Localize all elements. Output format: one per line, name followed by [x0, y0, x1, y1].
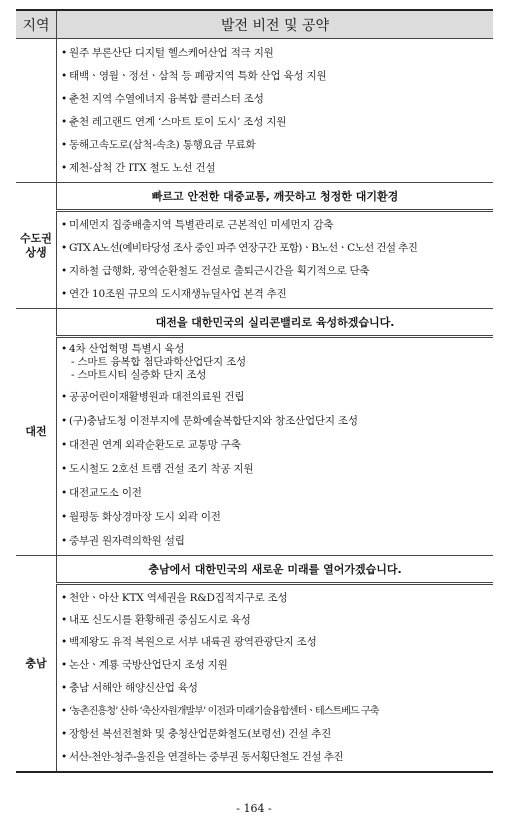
list-item: • 서산-천안-청주-울진을 연결하는 중부권 동서횡단철도 건설 추진 — [61, 746, 493, 769]
bullet-icon: • — [61, 391, 67, 403]
list-item: • 중부권 원자력의학원 설립 — [61, 529, 493, 553]
section-row — [16, 183, 493, 211]
list-item: • 미세먼지 집중배출지역 특별관리로 근본적인 미세먼지 감축 — [61, 214, 493, 237]
section-slogan: 빠르고 안전한 대중교통, 깨끗하고 청정한 대기환경 — [57, 183, 494, 211]
section-items-row — [16, 211, 493, 309]
sub-item: - 스마트 융복합 첨단과학산업단지 조성 — [71, 356, 246, 368]
region-cell: 수도권 상생 — [16, 183, 57, 309]
bullet-icon: • — [61, 614, 67, 626]
bullet-icon: • — [61, 93, 67, 105]
list-item: • 원주 부론산단 디지털 헬스케어산업 적극 지원 — [61, 42, 493, 65]
region-cell: 충남 — [16, 556, 57, 773]
list-item: • 천안ㆍ아산 KTX 역세권을 R&D집적지구로 조성 — [61, 587, 493, 609]
pledge-list — [57, 338, 493, 555]
page-number: - 164 - — [236, 802, 272, 815]
pledge-list — [57, 212, 493, 308]
list-item: • 춘천 레고랜드 연계 ‘스마트 토이 도시’ 조성 지원 — [61, 111, 493, 134]
bullet-icon: • — [61, 636, 67, 648]
bullet-icon: • — [61, 487, 67, 499]
bullet-icon: • — [61, 242, 67, 254]
table-header-row — [16, 10, 493, 39]
bullet-icon: • — [61, 219, 67, 231]
items-cell — [57, 584, 494, 773]
sub-item: - 스마트시티 실증화 단지 조성 — [71, 369, 207, 381]
list-item: • 논산ㆍ계룡 국방산업단지 조성 지원 — [61, 654, 493, 677]
bullet-icon: • — [61, 116, 67, 128]
list-item: • 춘천 지역 수열에너지 융복합 클러스터 조성 — [61, 88, 493, 111]
list-item: • 충남 서해안 해양신산업 육성 — [61, 677, 493, 700]
list-item: • 제천-삼척 간 ITX 철도 노선 건설 — [61, 157, 493, 180]
list-item: • 대전권 연계 외곽순환도로 교통망 구축 — [61, 433, 493, 457]
region-cell — [16, 39, 57, 183]
section-row — [16, 309, 493, 337]
region-cell: 대전 — [16, 309, 57, 556]
bullet-icon: • — [61, 511, 67, 523]
bullet-icon: • — [61, 706, 66, 717]
list-item: • 장항선 복선전철화 및 충청산업문화철도(보령선) 건설 추진 — [61, 723, 493, 746]
section-items-row — [16, 337, 493, 556]
list-item: • 내포 신도시를 환황해권 중심도시로 육성 — [61, 609, 493, 631]
bullet-icon: • — [61, 47, 67, 59]
list-item: • 태백ㆍ영월ㆍ정선ㆍ삼척 등 폐광지역 특화 산업 육성 지원 — [61, 65, 493, 88]
items-cell — [57, 39, 494, 183]
list-item: • 동해고속도로(삼척-속초) 통행요금 무료화 — [61, 134, 493, 157]
list-item: • (구)충남도청 이전부지에 문화예술복합단지와 창조산업단지 조성 — [61, 409, 493, 433]
bullet-icon: • — [61, 659, 67, 671]
list-item: • 공공어린이재활병원과 대전의료원 건립 — [61, 386, 493, 409]
section-row — [16, 556, 493, 584]
section-slogan: 충남에서 대한민국의 새로운 미래를 열어가겠습니다. — [57, 556, 494, 584]
region-column-header: 지역 — [16, 10, 57, 39]
bullet-icon: • — [61, 463, 67, 475]
bullet-icon: • — [61, 751, 67, 763]
bullet-icon: • — [61, 343, 67, 355]
bullet-icon: • — [61, 265, 67, 277]
bullet-icon: • — [61, 139, 67, 151]
list-item: • 지하철 급행화, 광역순환철도 건설로 출퇴근시간을 획기적으로 단축 — [61, 260, 493, 283]
list-item: • GTX A노선(예비타당성 조사 중인 파주 연장구간 포함)ㆍB노선ㆍC노선 건설 추진 — [61, 237, 493, 260]
bullet-icon: • — [61, 415, 67, 427]
list-item: • 백제왕도 유적 복원으로 서부 내륙권 광역관광단지 조성 — [61, 631, 493, 654]
list-item: • ‘농촌진흥청’ 산하 ‘축산자원개발부’ 이전과 미래기술융합센터ㆍ테스트베드 구축 — [61, 700, 493, 723]
pledge-list — [57, 39, 493, 182]
list-item: • 월평동 화상경마장 도시 외곽 이전 — [61, 505, 493, 529]
bullet-icon: • — [61, 162, 67, 174]
list-item: • 연간 10조원 규모의 도시재생뉴딜사업 본격 추진 — [61, 283, 493, 306]
pledge-list — [57, 585, 493, 771]
list-item: • 대전교도소 이전 — [61, 481, 493, 505]
bullet-icon: • — [61, 535, 67, 547]
list-item: • 4차 산업혁명 특별시 육성 - 스마트 융복합 첨단과학산업단지 조성 - 스마트시티 실증화 단지 조성 — [61, 340, 493, 386]
vision-column-header: 발전 비전 및 공약 — [57, 10, 494, 39]
section-items-row — [16, 584, 493, 773]
section-slogan: 대전을 대한민국의 실리콘밸리로 육성하겠습니다. — [57, 309, 494, 337]
items-cell — [57, 211, 494, 309]
pledge-table — [16, 9, 493, 773]
bullet-icon: • — [61, 728, 67, 740]
bullet-icon: • — [61, 682, 67, 694]
list-item: • 도시철도 2호선 트램 건설 조기 착공 지원 — [61, 457, 493, 481]
bullet-icon: • — [61, 439, 67, 451]
bullet-icon: • — [61, 70, 67, 82]
section-row — [16, 39, 493, 183]
items-cell — [57, 337, 494, 556]
bullet-icon: • — [61, 288, 67, 300]
bullet-icon: • — [61, 592, 67, 604]
